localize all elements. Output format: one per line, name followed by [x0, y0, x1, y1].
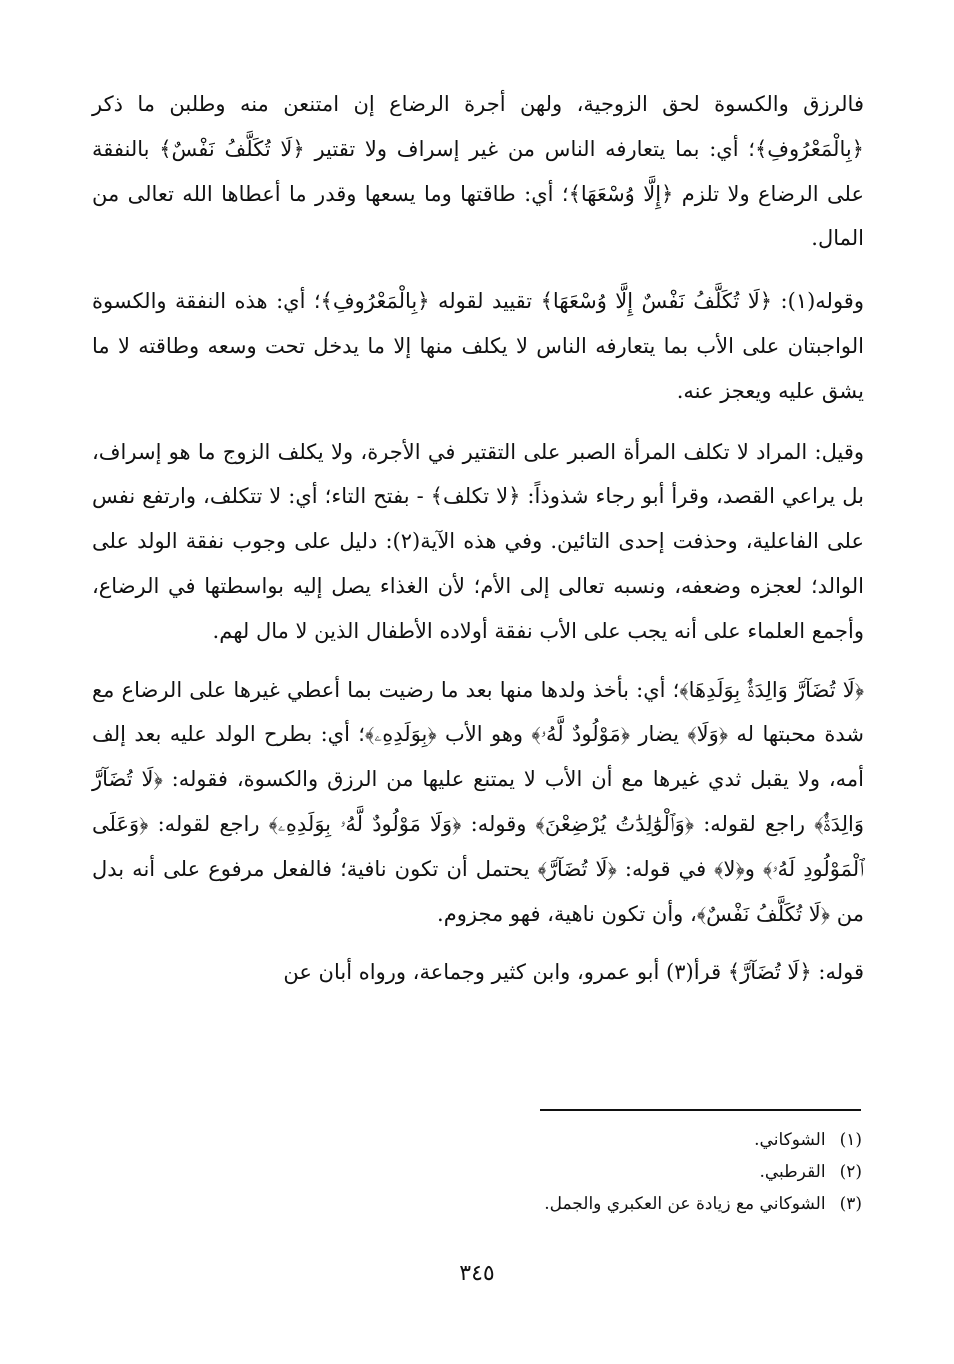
page-number: ٣٤٥ [459, 1261, 495, 1286]
main-text [92, 82, 864, 995]
paragraph-3: وقيل: المراد لا تكلف المرأة الصبر على التقتير في الأجرة، ولا يكلف الزوج ما هو إسراف، بل يراعي القصد، وقرأ أبو رجاء شذوذاً: ﴿لا تكلف﴾ - بفتح التاء؛ أي: لا تتكلف، وارتفع نفس على الفاعلية، وحذفت إحدى التائين. وفي هذه الآية(٢): دليل على وجوب نفقة الولد على الوالد؛ لعجزه وضعفه، ونسبه تعالى إلى الأم؛ لأن الغذاء يصل إليه بواسطتها في الرضاع، وأجمع العلماء على أنه يجب على الأب نفقة أولاده الأطفال الذين لا مال لهم. [92, 439, 864, 643]
footnote-number: (٢) [839, 1162, 862, 1182]
footnotes [300, 1124, 862, 1220]
footnote-number: (١) [839, 1130, 862, 1150]
paragraph-4: ﴿لَا تُضَآرَّ وَالِدَةٌۢ بِوَلَدِهَا﴾؛ أي: بأخذ ولدها منها بعد ما رضيت بما أعطي غيرها على الرضاع مع شدة محبتها له ﴿وَلَا﴾ يضار ﴿مَوْلُودٌ لَّهُۥ﴾ وهو الأب ﴿بِوَلَدِهِۦ﴾؛ أي: بطرح الولد عليه بعد إلف أمه، ولا يقبل ثدي غيرها مع أن الأب لا يمتنع عليها من الرزق والكسوة، فقوله: ﴿لَا تُضَآرَّ وَالِدَةٌۢ﴾ راجع لقوله: ﴿وَٱلْوَٰلِدَٰتُ يُرْضِعْنَ﴾ وقوله: ﴿وَلَا مَوْلُودٌ لَّهُۥ بِوَلَدِهِۦ﴾ راجع لقوله: ﴿وَعَلَى ٱلْمَوْلُودِ لَهُۥ﴾ و﴿لا﴾ في قوله: ﴿لَا تُضَآرَّ﴾ يحتمل أن تكون نافية؛ فالفعل مرفوع على أنه بدل من ﴿لَا تُكَلَّفُ نَفْسٌ﴾، وأن تكون ناهية، فهو مجزوم. [92, 677, 864, 926]
footnote-number: (٣) [839, 1194, 862, 1214]
footnote-2 [300, 1156, 862, 1188]
footnote-3 [300, 1188, 862, 1220]
paragraph-1: فالرزق والكسوة لحق الزوجية، ولهن أجرة الرضاع إن امتنعن منه وطلبن ما ذكر ﴿بِالْمَعْرُوفِ﴾؛ أي: بما يتعارفه الناس من غير إسراف ولا تقتير ﴿لَا تُكَلَّفُ نَفْسٌ﴾ بالنفقة على الرضاع ولا تلزم ﴿إِلَّا وُسْعَهَا﴾؛ أي: طاقتها وما يسعها وقدر ما أعطاها الله تعالى من المال. [92, 92, 864, 251]
footnote-1 [300, 1124, 862, 1156]
footnote-text: الشوكاني مع زيادة عن العكبري والجمل. [544, 1194, 826, 1214]
paragraph-2: وقوله(١): ﴿لَا تُكَلَّفُ نَفْسٌ إِلَّا وُسْعَهَا﴾ تقييد لقوله ﴿بِالْمَعْرُوفِ﴾؛ أي: هذه النفقة والكسوة الواجبتان على الأب بما يتعارفه الناس لا يكلف منها إلا ما يدخل تحت وسعه وطاقته لا ما يشق عليه ويعجز عنه. [92, 289, 864, 403]
footnote-text: الشوكاني. [754, 1130, 826, 1150]
footnote-text: القرطبي. [759, 1162, 826, 1182]
footnote-separator [540, 1109, 861, 1111]
paragraph-5: قوله: ﴿لَا تُضَآرَّ﴾ قرأ(٣) أبو عمرو، وابن كثير وجماعة، ورواه أبان عن [283, 960, 864, 985]
